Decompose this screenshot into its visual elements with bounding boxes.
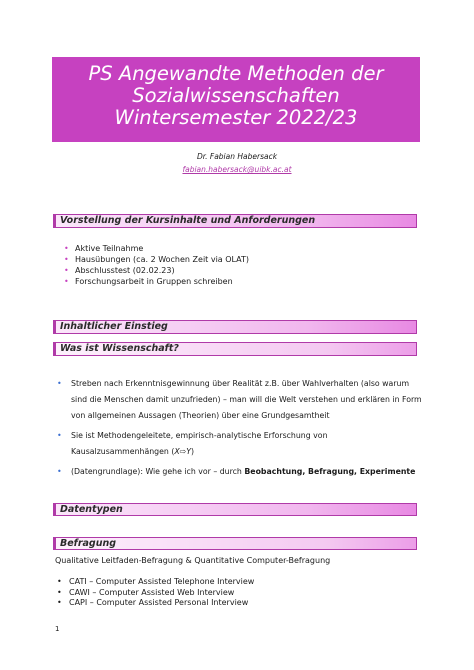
list-item: • CAPI – Computer Assisted Personal Interview (57, 598, 249, 607)
list-item: • Streben nach Erkenntnisgewinnung über Realität z.B. über Wahlverhalten (also warum sind die Menschen damit unzufrieden) – man will die Welt verstehen und erklären in Form von allgemeinen Aussagen (Theorien) über eine Grundgesamtheit (57, 376, 427, 424)
bold-methods: Beobachtung, Befragung, Experimente (244, 467, 416, 476)
title-line-2: Sozialwissenschaften (132, 84, 340, 107)
bullet-icon: • (57, 379, 62, 388)
bullet-icon: • (57, 587, 62, 597)
list-item: • CATI – Computer Assisted Telephone Interview (57, 577, 255, 586)
bullet-icon: • (64, 244, 69, 253)
list-item: • CAWI – Computer Assisted Web Interview (57, 587, 235, 597)
bullet-icon: • (64, 277, 69, 286)
author-name: Dr. Fabian Habersack (196, 152, 278, 161)
bullet-icon: • (57, 598, 62, 607)
list-item: • Abschlusstest (02.02.23) (64, 266, 175, 275)
formula: X⇨Y (174, 447, 192, 456)
author-email-link[interactable]: fabian.habersack@uibk.ac.at (182, 165, 292, 174)
list-item: • Aktive Teilnahme (64, 244, 144, 253)
interview-types-list (57, 577, 254, 609)
list-item: • (Datengrundlage): Wie gehe ich vor – durch Beobachtung, Befragung, Experimente (57, 464, 427, 480)
bullet-icon: • (57, 577, 62, 586)
section-heading-befragung: Befragung (53, 537, 417, 550)
science-list (57, 376, 427, 484)
list-item: • Forschungsarbeit in Gruppen schreiben (64, 277, 233, 286)
section-heading-einstieg: Inhaltlicher Einstieg (53, 320, 417, 334)
bullet-icon: • (57, 431, 62, 440)
list-item: • Sie ist Methodengeleitete, empirisch-analytische Erforschung von Kausalzusammenhängen (X⇨Y) (57, 428, 427, 460)
title-banner (52, 57, 420, 142)
title-line-3: Wintersemester 2022/23 (114, 106, 358, 129)
title-line-1: PS Angewandte Methoden der (88, 62, 384, 85)
page-number: 1 (55, 625, 60, 633)
requirements-list (64, 243, 249, 287)
befragung-intro: Qualitative Leitfaden-Befragung & Quantitative Computer-Befragung (55, 556, 331, 565)
bullet-icon: • (64, 255, 69, 264)
bullet-icon: • (64, 266, 69, 275)
section-heading-datentypen: Datentypen (53, 503, 417, 516)
subheading-wissenschaft: Was ist Wissenschaft? (53, 342, 417, 356)
list-item: • Hausübungen (ca. 2 Wochen Zeit via OLAT) (64, 255, 250, 264)
section-heading-kursinhalte: Vorstellung der Kursinhalte und Anforderungen (53, 214, 417, 228)
bullet-icon: • (57, 467, 62, 476)
